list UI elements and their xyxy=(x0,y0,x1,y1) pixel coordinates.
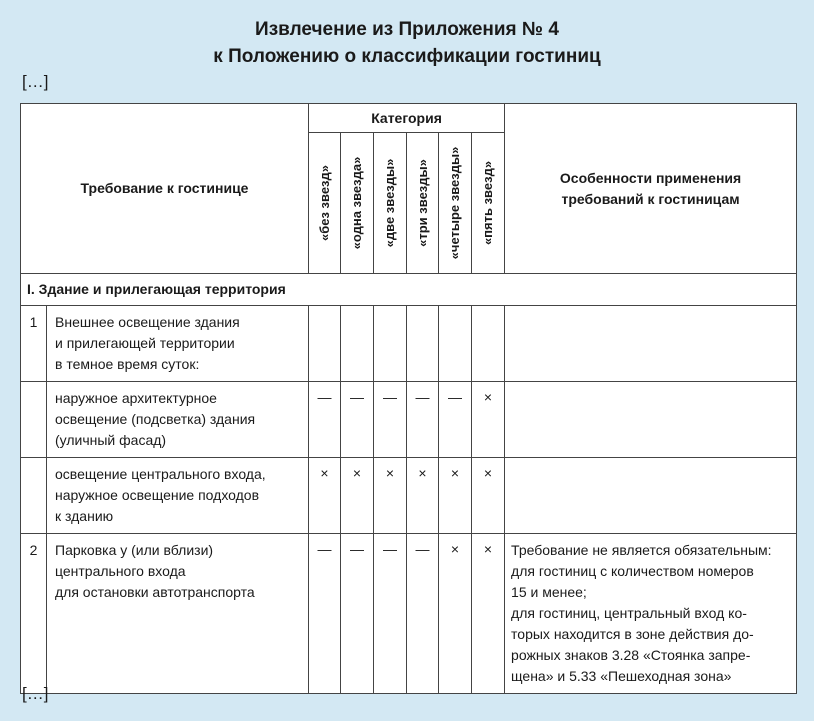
features-line: щена» и 5.33 «Пешеходная зона» xyxy=(511,668,732,684)
title-line-1: Извлечение из Приложения № 4 xyxy=(255,19,559,40)
header-category: Категория xyxy=(309,104,505,133)
requirement-line: к зданию xyxy=(55,508,114,524)
header-features-line-1: Особенности применения xyxy=(559,169,742,186)
category-label: «одна звезда» xyxy=(349,156,364,250)
features-cell xyxy=(505,306,797,382)
table-row xyxy=(21,458,797,534)
category-mark: — xyxy=(374,382,407,458)
requirement-line: освещение центрального входа, xyxy=(55,466,266,482)
requirement-cell xyxy=(47,534,309,694)
ellipsis-top: […] xyxy=(22,72,49,91)
category-mark: × xyxy=(341,458,374,534)
requirement-line: наружное архитектурное xyxy=(55,390,217,406)
category-label: «две звезды» xyxy=(382,158,397,248)
category-col-2 xyxy=(374,133,407,274)
category-mark xyxy=(439,306,472,382)
category-mark xyxy=(309,306,341,382)
category-col-3 xyxy=(407,133,439,274)
category-label: «пять звезд» xyxy=(480,160,496,246)
category-mark: × xyxy=(439,534,472,694)
table-row xyxy=(21,534,797,694)
category-label: «три звезды» xyxy=(414,159,430,247)
category-mark: — xyxy=(309,534,341,694)
requirement-line: центрального входа xyxy=(55,563,186,579)
category-col-5 xyxy=(472,133,505,274)
features-line: для гостиниц, центральный вход ко- xyxy=(511,605,747,621)
category-mark: × xyxy=(472,382,505,458)
features-line: для гостиниц с количеством номеров xyxy=(511,563,754,579)
requirement-line: (уличный фасад) xyxy=(55,432,167,448)
header-requirement: Требование к гостинице xyxy=(21,104,309,274)
category-mark: × xyxy=(309,458,341,534)
requirement-line: и прилегающей территории xyxy=(55,335,235,351)
features-cell xyxy=(505,382,797,458)
ellipsis-bottom: […] xyxy=(22,684,49,703)
category-mark: — xyxy=(309,382,341,458)
requirement-line: для остановки автотранспорта xyxy=(55,584,255,600)
category-mark xyxy=(407,306,439,382)
title-line-2: к Положению о классификации гостиниц xyxy=(213,46,601,67)
category-mark: × xyxy=(472,458,505,534)
category-label: «четыре звезды» xyxy=(447,146,462,260)
category-col-1 xyxy=(341,133,374,274)
requirement-line: Парковка у (или вблизи) xyxy=(55,542,214,558)
features-line: рожных знаков 3.28 «Стоянка запре- xyxy=(511,647,751,663)
requirement-cell xyxy=(47,306,309,382)
category-mark xyxy=(341,306,374,382)
category-mark: — xyxy=(341,534,374,694)
category-mark: — xyxy=(407,534,439,694)
category-mark: — xyxy=(407,382,439,458)
requirement-cell xyxy=(47,458,309,534)
category-mark: — xyxy=(439,382,472,458)
document-title xyxy=(0,16,814,70)
row-number xyxy=(21,382,47,458)
row-number: 1 xyxy=(21,306,47,382)
row-number xyxy=(21,458,47,534)
requirement-line: Внешнее освещение здания xyxy=(55,314,240,330)
requirements-table xyxy=(20,103,797,694)
category-mark: × xyxy=(407,458,439,534)
category-col-0 xyxy=(309,133,341,274)
header-features xyxy=(505,104,797,274)
category-mark xyxy=(472,306,505,382)
features-line: 15 и менее; xyxy=(511,584,587,600)
features-line: Требование не является обязательным: xyxy=(511,542,772,558)
category-mark xyxy=(374,306,407,382)
row-number: 2 xyxy=(21,534,47,694)
category-mark: × xyxy=(439,458,472,534)
requirement-line: в темное время суток: xyxy=(55,356,200,372)
header-features-line-2: требований к гостиницам xyxy=(561,190,740,207)
category-mark: × xyxy=(472,534,505,694)
features-cell xyxy=(505,534,797,694)
category-mark: × xyxy=(374,458,407,534)
category-mark: — xyxy=(374,534,407,694)
table-row xyxy=(21,306,797,382)
category-col-4 xyxy=(439,133,472,274)
table-row xyxy=(21,382,797,458)
requirement-line: наружное освещение подходов xyxy=(55,487,260,503)
category-mark: — xyxy=(341,382,374,458)
requirement-line: освещение (подсветка) здания xyxy=(55,411,256,427)
category-label: «без звезд» xyxy=(316,164,332,242)
features-cell xyxy=(505,458,797,534)
requirement-cell xyxy=(47,382,309,458)
features-line: торых находится в зоне действия до- xyxy=(511,626,754,642)
section-heading: I. Здание и прилегающая территория xyxy=(21,274,797,306)
